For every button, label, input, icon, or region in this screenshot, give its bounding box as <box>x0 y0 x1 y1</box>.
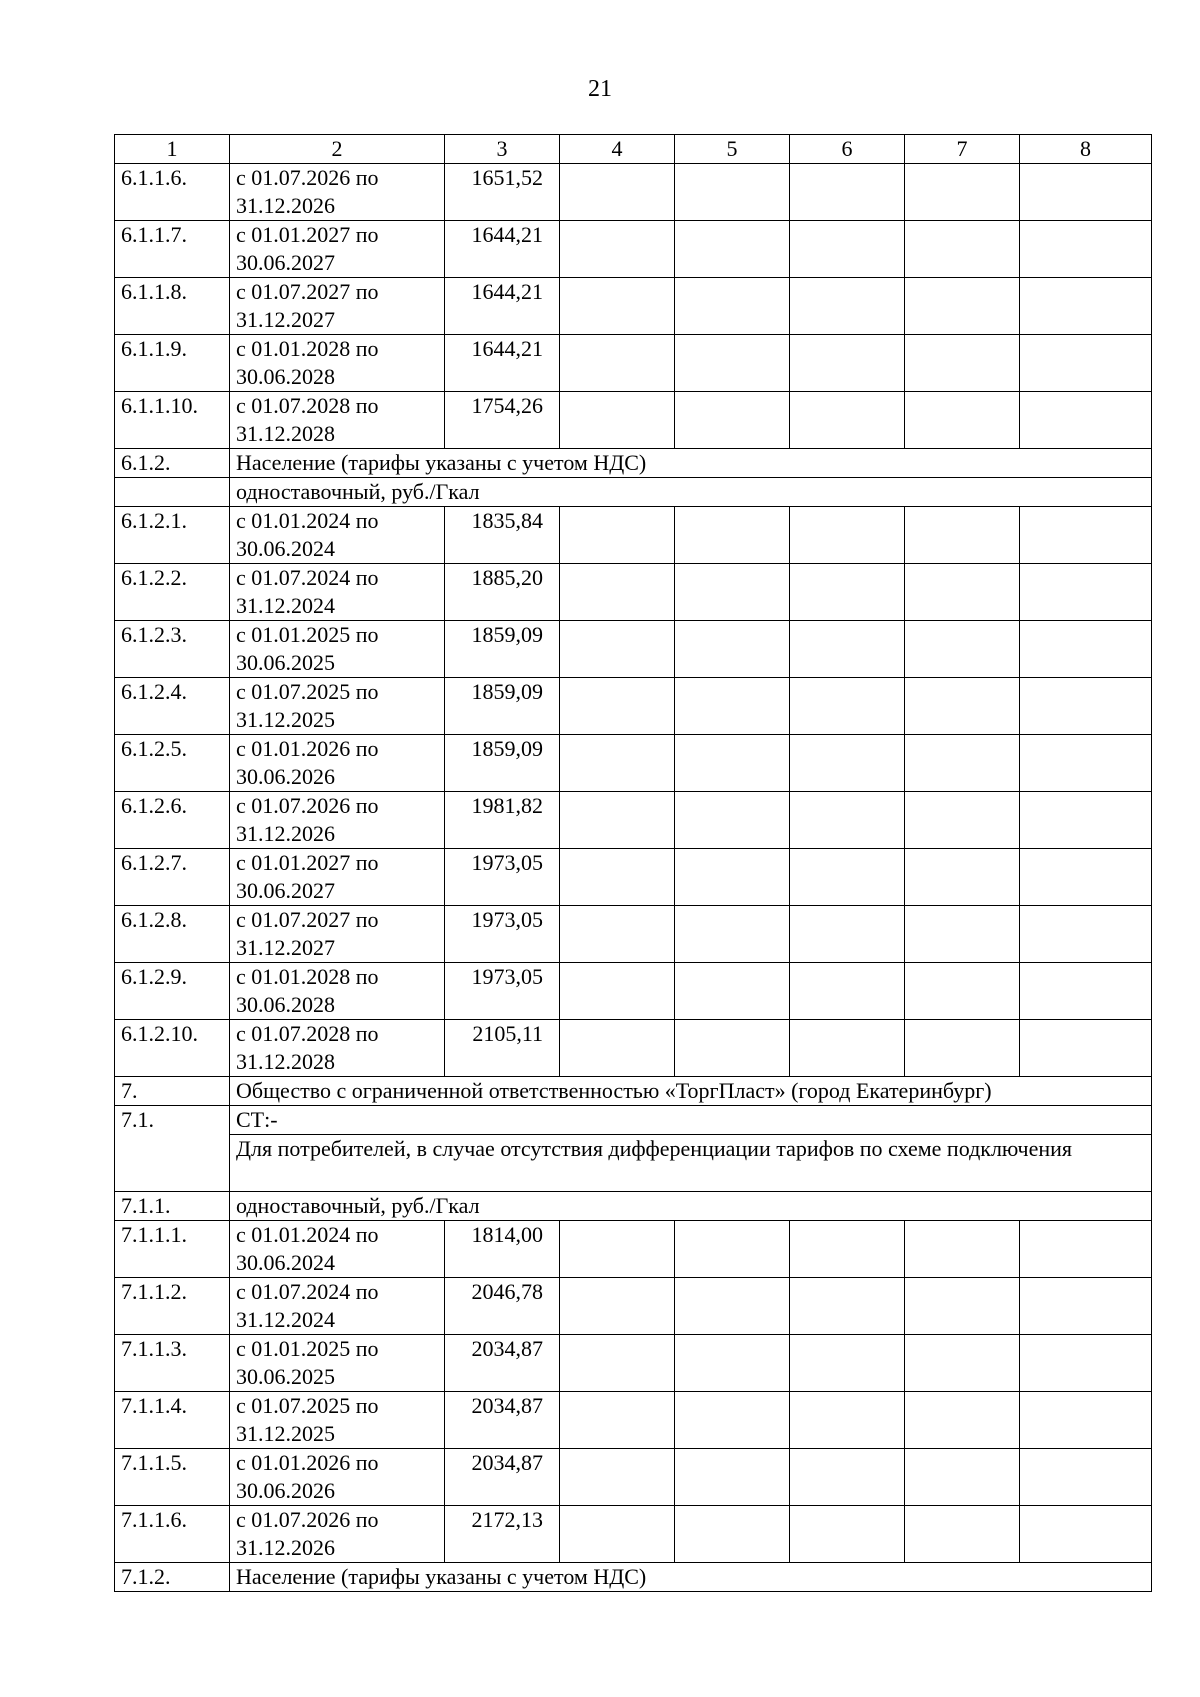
section-row <box>115 1192 1152 1221</box>
empty-cell <box>675 621 790 678</box>
row-number-cell: 6.1.1.6. <box>115 164 230 221</box>
empty-cell <box>560 792 675 849</box>
empty-cell <box>675 849 790 906</box>
empty-cell <box>790 1221 905 1278</box>
header-cell: 7 <box>905 135 1020 164</box>
table-row <box>115 792 1152 849</box>
page-number: 21 <box>588 76 612 102</box>
empty-cell <box>790 1506 905 1563</box>
empty-cell <box>905 1278 1020 1335</box>
table-row <box>115 221 1152 278</box>
period-cell: с 01.07.2025 по 31.12.2025 <box>230 678 445 735</box>
row-number-cell: 6.1.2.8. <box>115 906 230 963</box>
period-cell: с 01.07.2025 по 31.12.2025 <box>230 1392 445 1449</box>
table-row <box>115 849 1152 906</box>
tariff-value-cell: 2172,13 <box>445 1506 560 1563</box>
empty-cell <box>560 1506 675 1563</box>
empty-cell <box>790 1392 905 1449</box>
section-title-cell: Общество с ограниченной ответственностью «ТоргПласт» (город Екатеринбург) <box>230 1077 1152 1106</box>
row-number-cell: 6.1.2.7. <box>115 849 230 906</box>
empty-cell <box>560 335 675 392</box>
header-cell: 1 <box>115 135 230 164</box>
empty-cell <box>1020 621 1152 678</box>
empty-cell <box>905 735 1020 792</box>
empty-cell <box>1020 507 1152 564</box>
row-number-cell: 7.1.1.3. <box>115 1335 230 1392</box>
row-number-cell: 6.1.2.10. <box>115 1020 230 1077</box>
empty-cell <box>560 507 675 564</box>
row-number-cell: 6.1.2.9. <box>115 963 230 1020</box>
tariff-value-cell: 1814,00 <box>445 1221 560 1278</box>
period-cell: с 01.01.2026 по 30.06.2026 <box>230 1449 445 1506</box>
empty-cell <box>560 1278 675 1335</box>
empty-cell <box>790 792 905 849</box>
tariff-value-cell: 1859,09 <box>445 678 560 735</box>
period-cell: с 01.01.2027 по 30.06.2027 <box>230 221 445 278</box>
row-number-cell: 6.1.2.3. <box>115 621 230 678</box>
tariff-value-cell: 2105,11 <box>445 1020 560 1077</box>
table-row <box>115 906 1152 963</box>
period-cell: с 01.07.2024 по 31.12.2024 <box>230 564 445 621</box>
empty-cell <box>1020 1020 1152 1077</box>
empty-cell <box>560 621 675 678</box>
section-row <box>115 1563 1152 1592</box>
period-cell: с 01.01.2028 по 30.06.2028 <box>230 335 445 392</box>
tariff-value-cell: 1885,20 <box>445 564 560 621</box>
tariff-value-cell: 1644,21 <box>445 221 560 278</box>
empty-cell <box>790 392 905 449</box>
table-row <box>115 278 1152 335</box>
row-number-cell: 7. <box>115 1077 230 1106</box>
section-title-cell: СТ:- <box>230 1106 1152 1135</box>
empty-cell <box>1020 1449 1152 1506</box>
empty-cell <box>905 1020 1020 1077</box>
section-title-cell: одноставочный, руб./Гкал <box>230 478 1152 507</box>
empty-cell <box>790 221 905 278</box>
empty-cell <box>905 564 1020 621</box>
table-row <box>115 735 1152 792</box>
table-row <box>115 1335 1152 1392</box>
row-number-cell: 6.1.2.4. <box>115 678 230 735</box>
empty-cell <box>1020 564 1152 621</box>
row-number-cell: 7.1.1.2. <box>115 1278 230 1335</box>
empty-cell <box>790 621 905 678</box>
row-number-cell: 7.1.1.1. <box>115 1221 230 1278</box>
tariff-value-cell: 1644,21 <box>445 335 560 392</box>
empty-cell <box>905 164 1020 221</box>
tariff-value-cell: 1973,05 <box>445 906 560 963</box>
empty-cell <box>905 1392 1020 1449</box>
tariff-value-cell: 2034,87 <box>445 1449 560 1506</box>
empty-cell <box>1020 906 1152 963</box>
empty-cell <box>560 906 675 963</box>
table-row <box>115 1221 1152 1278</box>
tariff-value-cell: 1754,26 <box>445 392 560 449</box>
empty-cell <box>675 678 790 735</box>
row-number-cell: 7.1.2. <box>115 1563 230 1592</box>
period-cell: с 01.01.2027 по 30.06.2027 <box>230 849 445 906</box>
row-number-cell: 7.1.1. <box>115 1192 230 1221</box>
section-row <box>115 1077 1152 1106</box>
empty-cell <box>905 335 1020 392</box>
tariff-value-cell: 2034,87 <box>445 1392 560 1449</box>
empty-cell <box>1020 849 1152 906</box>
empty-cell <box>905 507 1020 564</box>
empty-cell <box>1020 963 1152 1020</box>
table-row <box>115 678 1152 735</box>
section-row <box>115 1106 1152 1135</box>
period-cell: с 01.07.2028 по 31.12.2028 <box>230 1020 445 1077</box>
empty-cell <box>905 1335 1020 1392</box>
row-number-cell: 7.1.1.4. <box>115 1392 230 1449</box>
row-number-cell: 7.1.1.6. <box>115 1506 230 1563</box>
period-cell: с 01.07.2026 по 31.12.2026 <box>230 164 445 221</box>
empty-cell <box>675 335 790 392</box>
period-cell: с 01.07.2027 по 31.12.2027 <box>230 278 445 335</box>
empty-cell <box>790 1449 905 1506</box>
empty-cell <box>1020 221 1152 278</box>
empty-cell <box>1020 792 1152 849</box>
period-cell: с 01.01.2025 по 30.06.2025 <box>230 621 445 678</box>
empty-cell <box>905 849 1020 906</box>
table-row <box>115 1020 1152 1077</box>
empty-cell <box>790 564 905 621</box>
empty-cell <box>905 392 1020 449</box>
row-number-cell: 6.1.2. <box>115 449 230 478</box>
empty-cell <box>1020 1278 1152 1335</box>
header-cell: 8 <box>1020 135 1152 164</box>
empty-cell <box>905 1221 1020 1278</box>
header-cell: 2 <box>230 135 445 164</box>
table-row <box>115 1392 1152 1449</box>
empty-cell <box>560 392 675 449</box>
empty-cell <box>675 1449 790 1506</box>
row-number-cell: 6.1.1.7. <box>115 221 230 278</box>
row-number-cell: 6.1.1.8. <box>115 278 230 335</box>
table-header-row <box>115 135 1152 164</box>
row-number-cell: 6.1.2.6. <box>115 792 230 849</box>
empty-cell <box>560 278 675 335</box>
section-title-cell: одноставочный, руб./Гкал <box>230 1192 1152 1221</box>
empty-cell <box>905 963 1020 1020</box>
row-number-cell <box>115 478 230 507</box>
row-number-cell: 7.1. <box>115 1106 230 1192</box>
table-row <box>115 564 1152 621</box>
section-subtitle-cell: Для потребителей, в случае отсутствия дифференциации тарифов по схеме подключения <box>230 1135 1152 1192</box>
empty-cell <box>1020 678 1152 735</box>
empty-cell <box>675 1335 790 1392</box>
empty-cell <box>1020 1506 1152 1563</box>
empty-cell <box>790 335 905 392</box>
table-row <box>115 1506 1152 1563</box>
empty-cell <box>790 1020 905 1077</box>
period-cell: с 01.07.2024 по 31.12.2024 <box>230 1278 445 1335</box>
empty-cell <box>790 906 905 963</box>
empty-cell <box>1020 1335 1152 1392</box>
section-row <box>115 449 1152 478</box>
empty-cell <box>905 278 1020 335</box>
row-number-cell: 6.1.1.9. <box>115 335 230 392</box>
period-cell: с 01.01.2026 по 30.06.2026 <box>230 735 445 792</box>
empty-cell <box>560 1020 675 1077</box>
empty-cell <box>1020 1392 1152 1449</box>
empty-cell <box>675 963 790 1020</box>
header-cell: 6 <box>790 135 905 164</box>
tariff-value-cell: 1973,05 <box>445 849 560 906</box>
tariff-table <box>114 134 1152 1592</box>
tariff-value-cell: 1973,05 <box>445 963 560 1020</box>
empty-cell <box>560 1392 675 1449</box>
empty-cell <box>1020 392 1152 449</box>
empty-cell <box>675 792 790 849</box>
tariff-value-cell: 1644,21 <box>445 278 560 335</box>
empty-cell <box>790 963 905 1020</box>
empty-cell <box>905 1449 1020 1506</box>
row-number-cell: 6.1.2.5. <box>115 735 230 792</box>
period-cell: с 01.01.2024 по 30.06.2024 <box>230 507 445 564</box>
empty-cell <box>790 1335 905 1392</box>
header-cell: 5 <box>675 135 790 164</box>
empty-cell <box>675 392 790 449</box>
table-row <box>115 963 1152 1020</box>
header-cell: 4 <box>560 135 675 164</box>
empty-cell <box>790 164 905 221</box>
tariff-value-cell: 1981,82 <box>445 792 560 849</box>
empty-cell <box>790 507 905 564</box>
empty-cell <box>905 621 1020 678</box>
empty-cell <box>1020 1221 1152 1278</box>
section-row <box>115 1135 1152 1192</box>
empty-cell <box>560 735 675 792</box>
empty-cell <box>905 678 1020 735</box>
empty-cell <box>675 1392 790 1449</box>
empty-cell <box>675 1020 790 1077</box>
tariff-value-cell: 1835,84 <box>445 507 560 564</box>
empty-cell <box>905 792 1020 849</box>
period-cell: с 01.07.2026 по 31.12.2026 <box>230 1506 445 1563</box>
table-row <box>115 1278 1152 1335</box>
empty-cell <box>560 1449 675 1506</box>
tariff-value-cell: 1651,52 <box>445 164 560 221</box>
table-row <box>115 392 1152 449</box>
row-number-cell: 6.1.2.1. <box>115 507 230 564</box>
header-cell: 3 <box>445 135 560 164</box>
empty-cell <box>675 1221 790 1278</box>
table-row <box>115 507 1152 564</box>
section-title-cell: Население (тарифы указаны с учетом НДС) <box>230 1563 1152 1592</box>
empty-cell <box>790 849 905 906</box>
period-cell: с 01.01.2025 по 30.06.2025 <box>230 1335 445 1392</box>
empty-cell <box>1020 164 1152 221</box>
empty-cell <box>675 564 790 621</box>
empty-cell <box>560 678 675 735</box>
empty-cell <box>790 678 905 735</box>
period-cell: с 01.01.2028 по 30.06.2028 <box>230 963 445 1020</box>
empty-cell <box>560 1335 675 1392</box>
row-number-cell: 7.1.1.5. <box>115 1449 230 1506</box>
section-row <box>115 478 1152 507</box>
period-cell: с 01.01.2024 по 30.06.2024 <box>230 1221 445 1278</box>
empty-cell <box>675 1506 790 1563</box>
period-cell: с 01.07.2026 по 31.12.2026 <box>230 792 445 849</box>
tariff-value-cell: 2034,87 <box>445 1335 560 1392</box>
empty-cell <box>675 1278 790 1335</box>
empty-cell <box>560 564 675 621</box>
empty-cell <box>790 735 905 792</box>
tariff-value-cell: 1859,09 <box>445 621 560 678</box>
empty-cell <box>675 221 790 278</box>
empty-cell <box>675 507 790 564</box>
empty-cell <box>560 1221 675 1278</box>
table-row <box>115 621 1152 678</box>
empty-cell <box>675 164 790 221</box>
empty-cell <box>560 849 675 906</box>
empty-cell <box>905 1506 1020 1563</box>
row-number-cell: 6.1.2.2. <box>115 564 230 621</box>
empty-cell <box>1020 335 1152 392</box>
empty-cell <box>675 278 790 335</box>
empty-cell <box>560 963 675 1020</box>
tariff-value-cell: 1859,09 <box>445 735 560 792</box>
empty-cell <box>675 906 790 963</box>
table-row <box>115 1449 1152 1506</box>
period-cell: с 01.07.2027 по 31.12.2027 <box>230 906 445 963</box>
empty-cell <box>905 906 1020 963</box>
empty-cell <box>790 278 905 335</box>
empty-cell <box>1020 278 1152 335</box>
tariff-table-body <box>115 135 1152 1592</box>
empty-cell <box>560 164 675 221</box>
empty-cell <box>675 735 790 792</box>
empty-cell <box>560 221 675 278</box>
empty-cell <box>905 221 1020 278</box>
row-number-cell: 6.1.1.10. <box>115 392 230 449</box>
empty-cell <box>790 1278 905 1335</box>
section-title-cell: Население (тарифы указаны с учетом НДС) <box>230 449 1152 478</box>
table-row <box>115 335 1152 392</box>
table-row <box>115 164 1152 221</box>
period-cell: с 01.07.2028 по 31.12.2028 <box>230 392 445 449</box>
tariff-value-cell: 2046,78 <box>445 1278 560 1335</box>
empty-cell <box>1020 735 1152 792</box>
